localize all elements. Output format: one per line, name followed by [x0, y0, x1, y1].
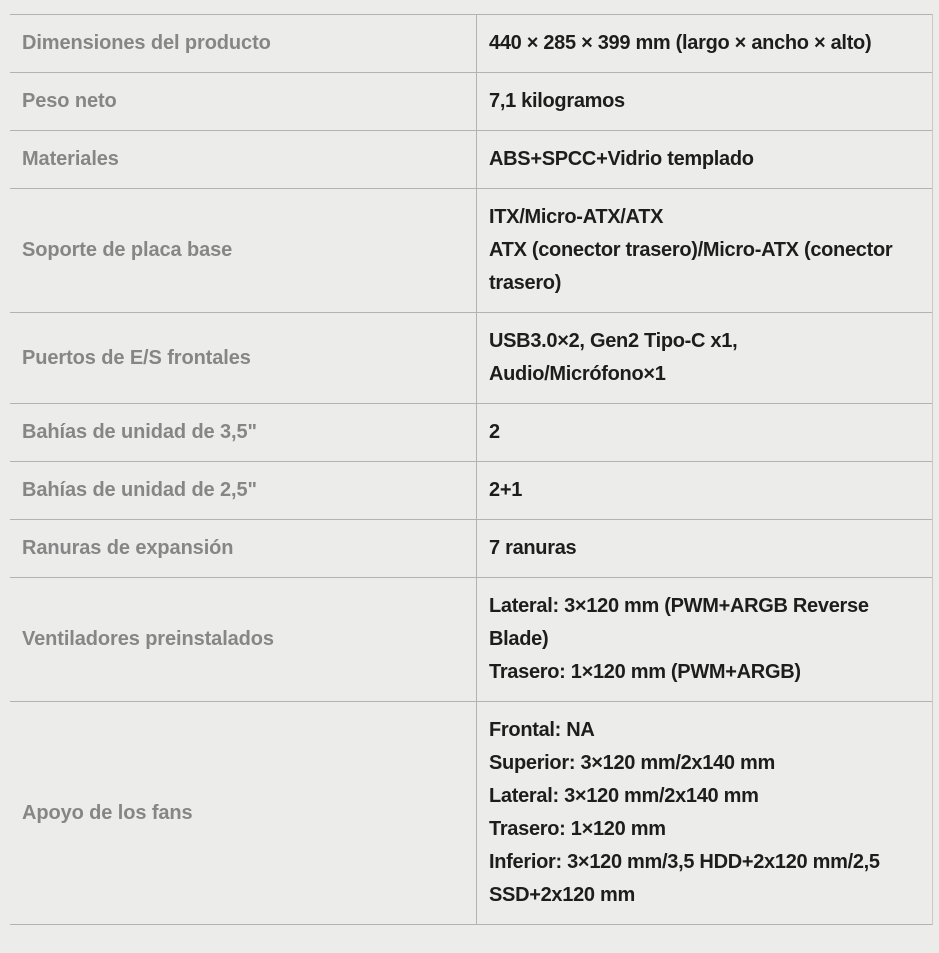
- spec-label: Ventiladores preinstalados: [22, 628, 274, 650]
- spec-value-line: 7 ranuras: [489, 537, 577, 559]
- spec-value-line: Inferior: 3×120 mm/3,5 HDD+2x120 mm/2,5: [489, 851, 880, 873]
- spec-label: Apoyo de los fans: [22, 801, 193, 824]
- spec-value: [476, 313, 932, 403]
- spec-table: [10, 14, 933, 925]
- spec-value-line: Trasero: 1×120 mm: [489, 818, 666, 840]
- spec-value-line: USB3.0×2, Gen2 Tipo-C x1,: [489, 330, 738, 352]
- spec-value-line: Lateral: 3×120 mm (PWM+ARGB Reverse: [489, 595, 869, 617]
- spec-value-line: Trasero: 1×120 mm (PWM+ARGB): [489, 661, 801, 683]
- spec-value: [476, 131, 932, 188]
- spec-label: Dimensiones del producto: [22, 32, 271, 54]
- spec-row: [10, 520, 932, 578]
- spec-label: Puertos de E/S frontales: [22, 346, 251, 369]
- spec-value: [476, 15, 932, 72]
- spec-value: [476, 520, 932, 577]
- spec-value-line: Lateral: 3×120 mm/2x140 mm: [489, 785, 759, 807]
- spec-value-line: 2+1: [489, 479, 523, 501]
- spec-value-line: ITX/Micro-ATX/ATX: [489, 206, 664, 228]
- spec-row: [10, 189, 932, 313]
- spec-row: [10, 702, 932, 925]
- spec-row: [10, 131, 932, 189]
- spec-row: [10, 313, 932, 404]
- spec-value: [476, 73, 932, 130]
- spec-value: [476, 702, 932, 924]
- spec-value-line: SSD+2x120 mm: [489, 884, 635, 906]
- spec-value: [476, 462, 932, 519]
- spec-value: [476, 404, 932, 461]
- spec-row: [10, 462, 932, 520]
- spec-value: [476, 578, 932, 701]
- spec-label: Bahías de unidad de 3,5": [22, 421, 257, 443]
- spec-label: Peso neto: [22, 90, 117, 112]
- spec-value-line: 7,1 kilogramos: [489, 90, 625, 112]
- spec-label: Ranuras de expansión: [22, 537, 234, 559]
- spec-value: [476, 189, 932, 312]
- spec-value-line: Audio/Micrófono×1: [489, 363, 666, 385]
- spec-value-line: Superior: 3×120 mm/2x140 mm: [489, 752, 775, 774]
- spec-row: [10, 578, 932, 702]
- spec-value-line: 2: [489, 421, 500, 443]
- spec-label: Soporte de placa base: [22, 239, 233, 261]
- spec-value-line: trasero): [489, 272, 562, 294]
- spec-value-line: Frontal: NA: [489, 719, 595, 741]
- spec-value-line: ATX (conector trasero)/Micro-ATX (conector: [489, 239, 893, 261]
- spec-label: Materiales: [22, 148, 119, 170]
- spec-label: Bahías de unidad de 2,5": [22, 479, 257, 501]
- spec-value-line: 440 × 285 × 399 mm (largo × ancho × alto): [489, 32, 872, 54]
- spec-row: [10, 73, 932, 131]
- spec-value-line: ABS+SPCC+Vidrio templado: [489, 148, 754, 170]
- spec-row: [10, 404, 932, 462]
- spec-value-line: Blade): [489, 628, 549, 650]
- spec-row: [10, 15, 932, 73]
